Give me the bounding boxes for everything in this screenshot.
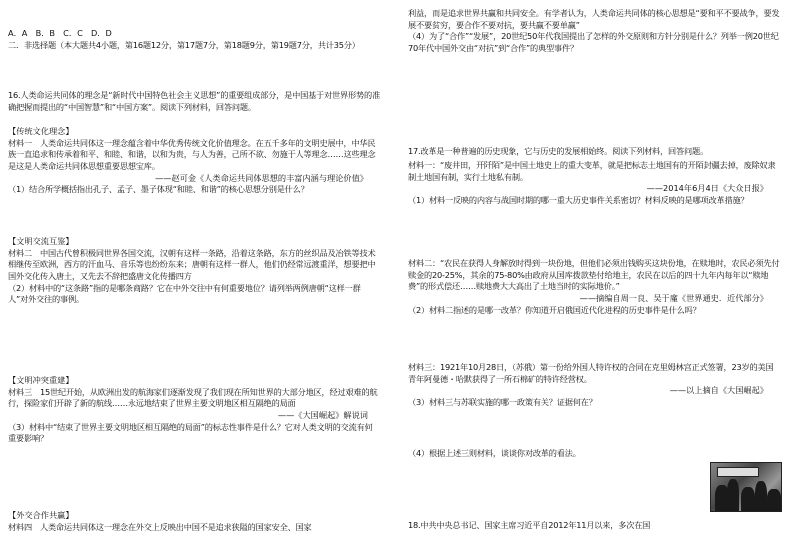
material-text: 材料一：“废井田，开阡陌”是中国土地史上的重大变革，就是把标志土地国有的开陌封疆去掉，废除奴隶制土地国有制，实行土地私有制。 <box>408 160 776 182</box>
material-heading: 【文明交流互鉴】 <box>8 236 74 246</box>
question-16-intro: 16.人类命运共同体的理念是“新时代中国特色社会主义思想”的重要组成部分，是中国基于对世界形势的准确把握而提出的“中国智慧”和“中国方案”。阅读下列材料，回答问题。 <box>8 90 380 112</box>
right-column <box>408 0 780 560</box>
material-citation: ——摘编自周一良、吴于廑《世界通史．近代部分》 <box>579 292 768 303</box>
material-text: 利益，而是追求世界共赢和共同安全。有学者认为，人类命运共同体的核心思想是“要和平不要战争，要发展不要贫穷，要合作不要对抗，要共赢不要单赢” <box>408 8 780 30</box>
question-17-intro: 17.改革是一种普遍的历史现象，它与历史的发展相始终。阅读下列材料，回答问题。 <box>408 146 708 156</box>
reform-material-3 <box>408 362 780 409</box>
question-text: （3）材料中“结束了世界主要文明地区相互隔绝的局面”的标志性事件是什么？它对人类文明的交流有何重要影响？ <box>8 421 373 444</box>
question-text: （4）根据上述三则材料，谈谈你对改革的看法。 <box>408 448 581 458</box>
material-text: 材料三：1921年10月28日，（苏俄）第一份给外国人特许权的合同在克里姆林宫正式签署，23岁的美国青年阿曼德・哈默获得了一所石棉矿的特许经营权。 <box>408 362 774 384</box>
material-4 <box>8 510 380 533</box>
answer-options: A．A B．B C．C D．D <box>8 28 112 38</box>
historical-photo-icon <box>710 462 782 512</box>
reform-material-1 <box>408 160 780 207</box>
question-text: （3）材料三与苏联实施的哪一政策有关？证据何在？ <box>408 396 597 407</box>
question-text: （2）材料二指述的是哪一改革？你知道开启俄国近代化进程的历史事件是什么吗？ <box>408 304 701 315</box>
material-3 <box>8 375 380 445</box>
material-2 <box>8 236 380 306</box>
question-text: （2）材料中的“这条路”指的是哪条商路？它在中外交往中有何重要地位？请列举两例唐朝“这样一群人”对外交往的事例。 <box>8 282 361 305</box>
material-citation: ——2014年6月4日《大众日报》 <box>646 183 768 194</box>
question-text: （4）为了“合作”“发展”，20世纪50年代我国提出了怎样的外交原则和方针分别是什么？列举一例20世纪70年代中国外交由“对抗”到“合作”的典型事件？ <box>408 31 779 53</box>
question-18-intro: 18.中共中央总书记、国家主席习近平自2012年11月以来，多次在国 <box>408 520 651 530</box>
material-text: 材料二：“农民在获得人身解放时得到一块份地，但他们必须出钱购买这块份地，在赎地时，农民必须先付赎金的20-25%，其余的75-80%由政府从国库拨款垫付给地主，农民在以后的四十九年内每年以“赎地费”的形式偿还……赎地费大大高出了土地当时的实际地价。” <box>408 258 780 292</box>
left-column <box>8 0 380 560</box>
question-text: （1）材料一反映的内容与战国时期的哪一重大历史事件关系密切？材料反映的是哪项改革措施？ <box>408 194 749 205</box>
reform-question-4 <box>408 448 780 460</box>
reform-material-2 <box>408 258 780 316</box>
material-text: 材料二 中国古代曾积极同世界各国交流，汉朝有这样一条路，沿着这条路，东方的丝织品及冶铁等技术相继传至欧洲，西方的汗血马、音乐等也纷纷东来；唐朝有这样一群人，他们仍经常远渡重洋，想要把中国外交化传入唐土，又先去不辞把盛唐文化传播四方 <box>8 247 376 281</box>
question-text: （1）结合所学概括指出孔子、孟子、墨子体现“和睦、和谐”的核心思想分别是什么？ <box>8 184 309 195</box>
material-1 <box>8 126 380 196</box>
material-citation: ——《大国崛起》解说词 <box>277 409 368 420</box>
material-heading: 【传统文化理念】 <box>8 126 74 136</box>
material-citation: ——赵可金《人类命运共同体思想的丰富内涵与理论价值》 <box>155 172 368 183</box>
material-text: 材料三 15世纪开始，从欧洲出发的航海家们逐渐发现了我们现在所知世界的大部分地区，经过艰难的航行，探险家们开辟了新的航线……永远地结束了世界主要文明地区相互隔绝的局面 <box>8 386 378 409</box>
material-4-continued <box>408 8 780 55</box>
material-text: 材料一 人类命运共同体这一理念蕴含着中华优秀传统文化价值理念。在五千多年的文明史展中，中华民族一直追求和传承着和平、和睦、和谐，以和为贵，与人为善，己所不欲、勿施于人等理念……这些理念是这是人类命运共同体思想重要思想宝库。 <box>8 137 376 171</box>
material-heading: 【外交合作共赢】 <box>8 510 74 520</box>
material-heading: 【文明冲突重建】 <box>8 375 74 385</box>
material-text: 材料四 人类命运共同体这一理念在外交上反映出中国不是追求狭隘的国家安全、国家 <box>8 521 312 532</box>
material-citation: ——以上摘自《大国崛起》 <box>669 385 768 396</box>
section-header: 二．非选择题（本大题共4小题，第16题12分，第17题7分，第18题9分，第19题7分，共计35分） <box>8 40 360 50</box>
